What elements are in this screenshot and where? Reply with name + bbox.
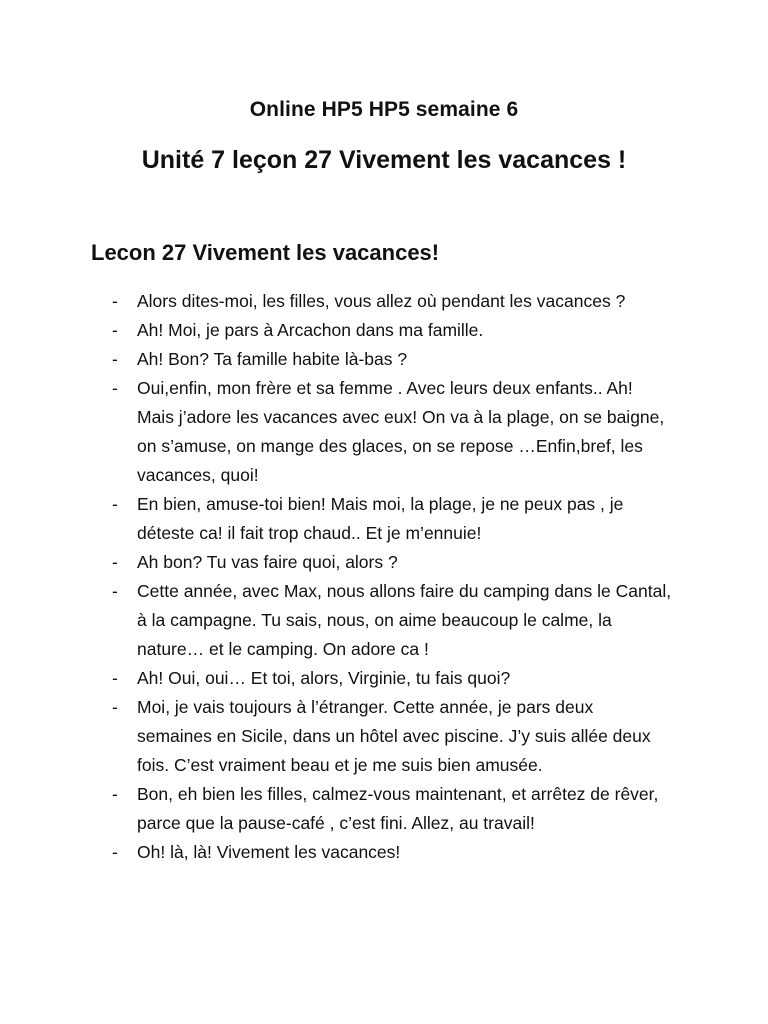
bullet-dash: -	[112, 494, 118, 514]
dialogue-line	[112, 287, 672, 316]
dialogue-line	[112, 780, 672, 838]
dialogue-line	[112, 577, 672, 664]
dialogue-line	[112, 838, 672, 867]
bullet-dash: -	[112, 552, 118, 572]
dialogue-text: Ah! Bon? Ta famille habite là-bas ?	[137, 349, 408, 369]
bullet-dash: -	[112, 291, 118, 311]
dialogue-text: En bien, amuse-toi bien! Mais moi, la plage, je ne peux pas , je déteste ca! il fait trop chaud.. Et je m’ennuie!	[137, 494, 624, 543]
document-title: Online HP5 HP5 semaine 6	[249, 98, 519, 121]
lesson-subtitle: Unité 7 leçon 27 Vivement les vacances !	[141, 146, 627, 174]
dialogue-list	[112, 287, 672, 867]
dialogue-text: Bon, eh bien les filles, calmez-vous maintenant, et arrêtez de rêver, parce que la pause-café , c’est fini. Allez, au travail!	[137, 784, 659, 833]
dialogue-line	[112, 664, 672, 693]
dialogue-text: Oui,enfin, mon frère et sa femme . Avec leurs deux enfants.. Ah! Mais j’adore les vacances avec eux! On va à la plage, on se baigne, on s’amuse, on mange des glaces, on se repose …Enfin,bref, les vacances, quoi!	[137, 378, 665, 485]
dialogue-line	[112, 490, 672, 548]
dialogue-text: Oh! là, là! Vivement les vacances!	[137, 842, 401, 862]
bullet-dash: -	[112, 581, 118, 601]
dialogue-line	[112, 693, 672, 780]
dialogue-text: Ah bon? Tu vas faire quoi, alors ?	[137, 552, 398, 572]
dialogue-text: Ah! Oui, oui… Et toi, alors, Virginie, tu fais quoi?	[137, 668, 511, 688]
dialogue-text: Alors dites-moi, les filles, vous allez où pendant les vacances ?	[137, 291, 626, 311]
bullet-dash: -	[112, 842, 118, 862]
dialogue-line	[112, 345, 672, 374]
bullet-dash: -	[112, 784, 118, 804]
bullet-dash: -	[112, 668, 118, 688]
dialogue-line	[112, 548, 672, 577]
bullet-dash: -	[112, 320, 118, 340]
dialogue-text: Ah! Moi, je pars à Arcachon dans ma famille.	[137, 320, 484, 340]
dialogue-text: Cette année, avec Max, nous allons faire du camping dans le Cantal, à la campagne. Tu sais, nous, on aime beaucoup le calme, la nature… et le camping. On adore ca !	[137, 581, 672, 659]
bullet-dash: -	[112, 349, 118, 369]
dialogue-line	[112, 374, 672, 490]
lesson-heading: Lecon 27 Vivement les vacances!	[91, 240, 440, 265]
dialogue-line	[112, 316, 672, 345]
dialogue-text: Moi, je vais toujours à l’étranger. Cette année, je pars deux semaines en Sicile, dans un hôtel avec piscine. J’y suis allée deux fois. C’est vraiment beau et je me suis bien amusée.	[137, 697, 651, 775]
bullet-dash: -	[112, 378, 118, 398]
bullet-dash: -	[112, 697, 118, 717]
